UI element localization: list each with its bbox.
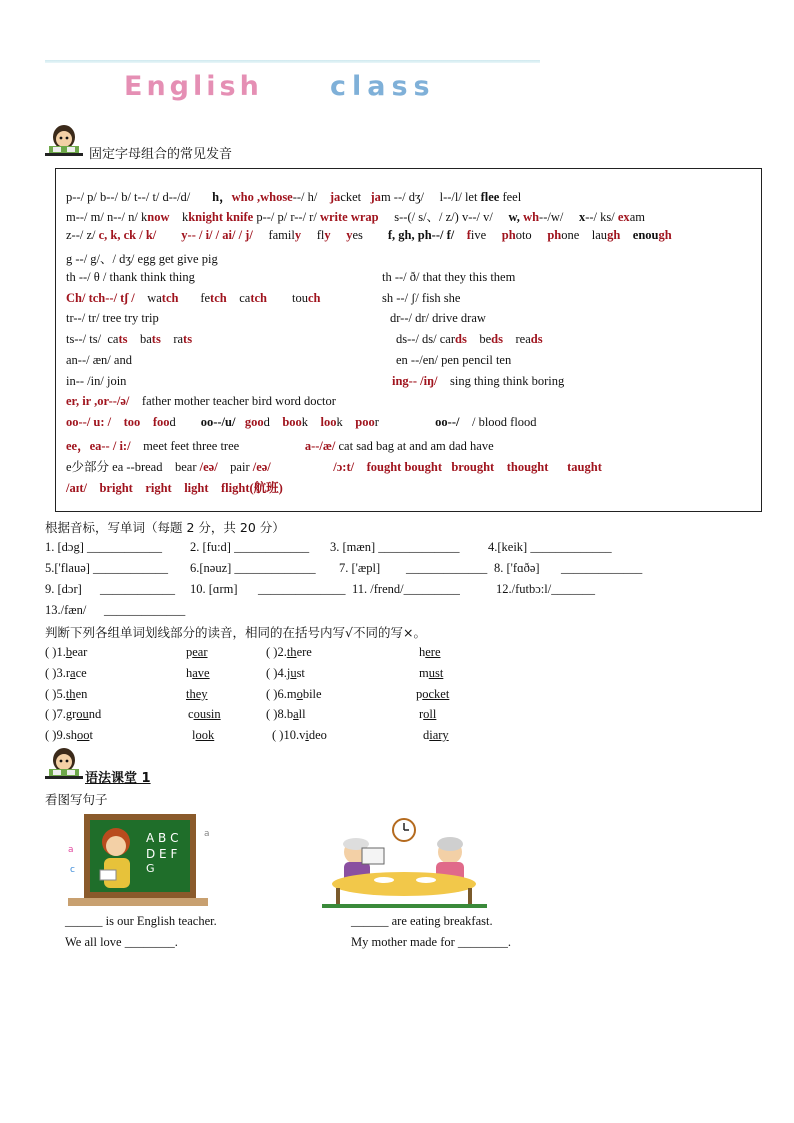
phonics-line-9b: en --/en/ pen pencil ten (396, 353, 512, 367)
phonetic-item-6: 6.[nəuz] _____________ (190, 561, 316, 575)
english-class-banner (118, 62, 468, 106)
grammar-section-title: 语法课堂 1 (85, 771, 151, 786)
phonetic-item-9: 9. [dɔr] (45, 582, 82, 596)
sentence-4: My mother made for ________. (351, 935, 512, 949)
banner-word-class: class (330, 71, 436, 102)
phonetic-item-13: 13./fæn/ (45, 603, 87, 617)
judge-item-4: ( )4.just (266, 666, 305, 680)
phonics-line-11: er, ir ,or--/ə/ father mother teacher bird word doctor (66, 394, 336, 408)
phonetic-item-3: 3. [mæn] _____________ (330, 540, 460, 554)
phonetic-item-12: 12./futbɔ:l/_______ (496, 582, 595, 596)
phonics-line-8b: ds--/ ds/ cards beds reads (396, 332, 543, 346)
judge-item-6-word2: pocket (416, 687, 450, 701)
judge-item-3-word2: have (186, 666, 210, 680)
phonics-line-5b: th --/ ð/ that they this them (382, 270, 516, 284)
phonics-line-5a: th --/ θ / thank think thing (66, 270, 195, 284)
judge-item-5-word2: they (186, 687, 208, 701)
svg-text:a: a (204, 829, 210, 839)
teacher-blackboard-illustration (64, 812, 220, 908)
judge-item-9-word2: look (192, 728, 215, 742)
phonics-line-9a: an--/ æn/ and (66, 353, 132, 367)
phonics-line-6a: Ch/ tch--/ tʃ / watch fetch catch touch (66, 291, 321, 305)
phonics-line-3: z--/ z/ c, k, ck / k/ y-- / i/ / ai/ / j/ family fly yes f, gh, ph--/ f/ five photo phone laugh enough (66, 228, 672, 242)
phonetic-item-7: 7. ['æpl] (339, 561, 381, 575)
judge-item-4-word2: must (419, 666, 444, 680)
phonetic-item-10-blank: ______________ (258, 582, 346, 596)
judge-item-1: ( )1.bear (45, 645, 88, 659)
phonetic-item-8: 8. ['fɑðə] (494, 561, 540, 575)
phonics-line-14: e少部分 ea --bread bear /eə/ pair /eə/ /ɔ:t/ fought bought brought thought taught (66, 460, 602, 474)
phonics-line-8a: ts--/ ts/ cats bats rats (66, 332, 193, 346)
phonetic-item-8-blank: _____________ (561, 561, 643, 575)
phonics-line-7a: tr--/ tr/ tree try trip (66, 311, 159, 325)
phonics-line-2: m--/ m/ n--/ n/ know kknight knife p--/ p/ r--/ r/ write wrap s--(/ s/、/ z/) v--/ v/ w, wh--/w/ x--/ ks/ exam (66, 210, 645, 224)
phonics-line-13: ee，ea-- / i:/ meet feet three tree a--/æ/ cat sad bag at and am dad have (66, 439, 494, 453)
phonetic-item-7-blank: _____________ (406, 561, 488, 575)
phonics-line-7b: dr--/ dr/ drive draw (390, 311, 486, 325)
phonics-line-1: p--/ p/ b--/ b/ t--/ t/ d--/d/ h，who ,whose--/ h/ jacket jam --/ dʒ/ l--/l/ let flee feel (66, 190, 522, 204)
phonics-line-4: g --/ g/、/ dʒ/ egg get give pig (66, 252, 218, 266)
judge-item-7-word2: cousin (188, 707, 221, 721)
judge-item-10-word2: diary (423, 728, 449, 742)
phonetic-item-9-blank: ____________ (100, 582, 175, 596)
judge-item-5: ( )5.then (45, 687, 88, 701)
phonics-line-15: /aɪt/ bright right light flight(航班) (66, 481, 283, 495)
student-icon (45, 745, 83, 779)
judge-item-10: ( )10.video (272, 728, 327, 742)
svg-text:A B C: A B C (146, 831, 179, 845)
phonetic-item-5: 5.['flauə] ____________ (45, 561, 169, 575)
svg-text:a: a (68, 845, 74, 855)
phonics-line-10a: in-- /in/ join (66, 374, 127, 388)
svg-text:D E F: D E F (146, 847, 178, 861)
phonetic-item-1: 1. [dɔg] ____________ (45, 540, 162, 554)
grammar-subtitle: 看图写句子 (45, 792, 108, 807)
phonetic-item-2: 2. [fu:d] ____________ (190, 540, 310, 554)
phonetic-item-13-blank: _____________ (104, 603, 186, 617)
sentence-2: We all love ________. (65, 935, 178, 949)
phonics-section-title: 固定字母组合的常见发音 (89, 147, 233, 162)
banner-word-english: English (124, 71, 263, 102)
svg-text:c: c (70, 865, 75, 875)
svg-text:G: G (146, 862, 155, 875)
sentence-3: ______ are eating breakfast. (351, 914, 493, 928)
judge-item-2: ( )2.there (266, 645, 312, 659)
judge-item-2-word2: here (419, 645, 441, 659)
phonetic-item-11: 11. /frend/_________ (352, 582, 460, 596)
judge-item-9: ( )9.shoot (45, 728, 93, 742)
sentence-1: ______ is our English teacher. (65, 914, 217, 928)
judge-item-7: ( )7.ground (45, 707, 102, 721)
judge-item-6: ( )6.mobile (266, 687, 322, 701)
phonetic-item-10: 10. [ɑrm] (190, 582, 238, 596)
student-icon (45, 122, 83, 156)
breakfast-illustration (322, 818, 487, 908)
phonics-line-12: oo--/ u: / too food oo--/u/ good book look poor oo--/ / blood flood (66, 415, 537, 429)
phonics-line-10b: ing-- /iŋ/ sing thing think boring (392, 374, 565, 388)
judge-item-3: ( )3.race (45, 666, 87, 680)
judge-item-1-word2: pear (186, 645, 208, 659)
exercise2-title: 判断下列各组单词划线部分的读音，相同的在括号内写√不同的写×。 (45, 625, 426, 640)
exercise1-title: 根据音标，写单词（每题 2 分，共 20 分） (45, 520, 285, 535)
phonetic-item-4: 4.[keik] _____________ (488, 540, 612, 554)
judge-item-8-word2: roll (419, 707, 437, 721)
phonics-line-6b: sh --/ ʃ/ fish she (382, 291, 461, 305)
judge-item-8: ( )8.ball (266, 707, 306, 721)
